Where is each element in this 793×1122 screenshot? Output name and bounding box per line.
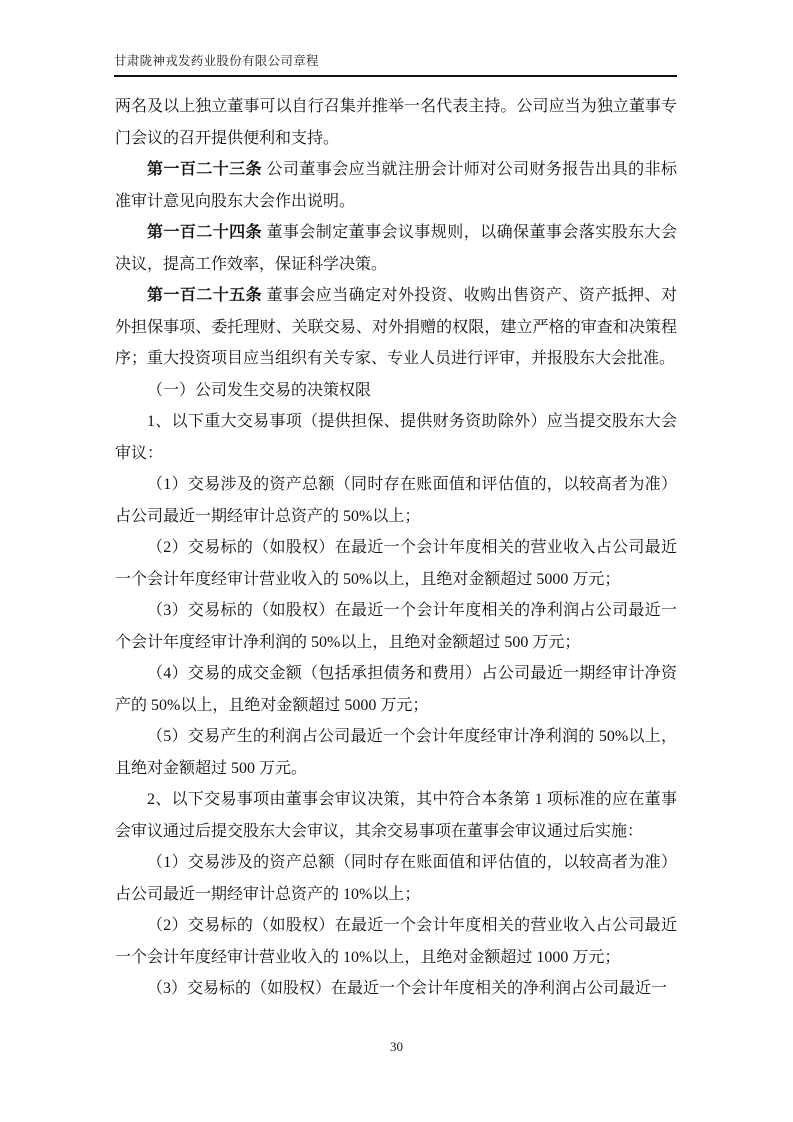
paragraph-item-2-1: [115, 847, 677, 910]
paragraph-text: （4）交易的成交金额（包括承担债务和费用）占公司最近一期经审计净资产的 50%以上，且绝对金额超过 5000 万元；: [115, 665, 677, 714]
paragraph-text: 董事会制定董事会议事规则，以确保董事会落实股东大会决议，提高工作效率，保证科学决策。: [115, 224, 677, 273]
page-header: [114, 52, 677, 77]
paragraph-text: 2、以下交易事项由董事会审议决策，其中符合本条第 1 项标准的应在董事会审议通过后提交股东大会审议，其余交易事项在董事会审议通过后实施：: [115, 791, 677, 840]
page-footer: [0, 1038, 793, 1056]
paragraph-article-123: [115, 154, 677, 217]
paragraph-item-2-2: [115, 910, 677, 973]
paragraph-text: 公司董事会应当就注册会计师对公司财务报告出具的非标准审计意见向股东大会作出说明。: [115, 161, 677, 210]
article-123-number: 第一百二十三条: [147, 161, 263, 178]
paragraph-item-1: [115, 406, 677, 469]
paragraph-item-1-1: [115, 469, 677, 532]
paragraph-text: （一）公司发生交易的决策权限: [147, 381, 372, 399]
paragraph-text: （3）交易标的（如股权）在最近一个会计年度相关的净利润占公司最近一: [147, 980, 668, 997]
paragraph-item-1-3: [115, 595, 677, 658]
article-125-number: 第一百二十五条: [147, 287, 263, 304]
paragraph-text: （3）交易标的（如股权）在最近一个会计年度相关的净利润占公司最近一个会计年度经审计净利润的 50%以上，且绝对金额超过 500 万元；: [115, 602, 677, 651]
paragraph-item-1-4: [115, 658, 677, 721]
paragraph-text: 两名及以上独立董事可以自行召集并推举一名代表主持。公司应当为独立董事专门会议的召开提供便利和支持。: [115, 98, 677, 147]
paragraph-article-124: [115, 217, 677, 280]
header-title: 甘肃陇神戎发药业股份有限公司章程: [114, 54, 319, 68]
page-number: 30: [390, 1039, 403, 1054]
paragraph-item-1-2: [115, 532, 677, 595]
paragraph-text: （1）交易涉及的资产总额（同时存在账面值和评估值的，以较高者为准）占公司最近一期经审计总资产的 50%以上；: [115, 476, 677, 525]
paragraph-continuation: [115, 91, 677, 154]
article-124-number: 第一百二十四条: [147, 224, 263, 241]
paragraph-item-2-3: [115, 973, 677, 1005]
document-body: [115, 91, 677, 1005]
paragraph-text: （1）交易涉及的资产总额（同时存在账面值和评估值的，以较高者为准）占公司最近一期经审计总资产的 10%以上；: [115, 854, 677, 903]
paragraph-text: （5）交易产生的利润占公司最近一个会计年度经审计净利润的 50%以上，且绝对金额超过 500 万元。: [115, 728, 677, 777]
paragraph-article-125: [115, 280, 677, 375]
paragraph-text: （2）交易标的（如股权）在最近一个会计年度相关的营业收入占公司最近一个会计年度经审计营业收入的 50%以上，且绝对金额超过 5000 万元；: [115, 539, 677, 588]
paragraph-section-one: [115, 375, 677, 407]
paragraph-item-1-5: [115, 721, 677, 784]
paragraph-text: （2）交易标的（如股权）在最近一个会计年度相关的营业收入占公司最近一个会计年度经审计营业收入的 10%以上，且绝对金额超过 1000 万元；: [115, 917, 677, 966]
paragraph-text: 董事会应当确定对外投资、收购出售资产、资产抵押、对外担保事项、委托理财、关联交易、对外捐赠的权限，建立严格的审查和决策程序；重大投资项目应当组织有关专家、专业人员进行评审，并报股东大会批准。: [115, 287, 677, 367]
paragraph-text: 1、以下重大交易事项（提供担保、提供财务资助除外）应当提交股东大会审议：: [115, 413, 677, 462]
paragraph-item-2: [115, 784, 677, 847]
